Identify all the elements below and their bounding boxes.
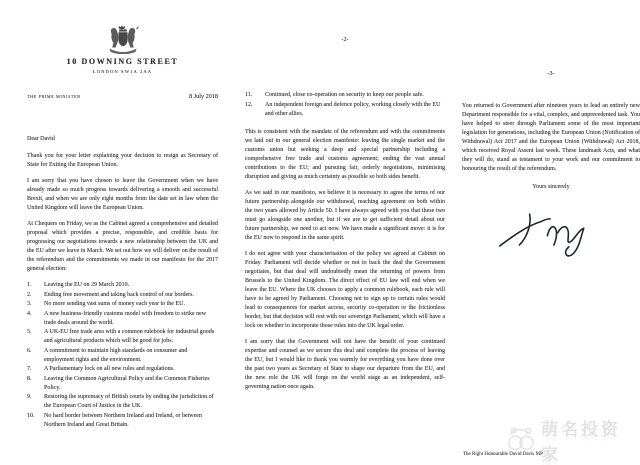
watermark [505,415,640,465]
letter-page-3 [462,70,640,260]
paragraph: You returned to Government after nineteen years to lead an entirely new Department responsible for a vital, complex, and unprecedented task. You have helped to steer through Parliament some of the most important legislation for generations, including the European Union (Notification of Withdrawal) Act 2017 and the European Union (Withdrawal) Act 2018, which received Royal Assent last week. These landmark Acts, and what they will do, stand as testament to your work and our commitment to honouring the result of the referendum. [462,103,640,172]
paragraph: As we said in our manifesto, we believe it is necessary to agree the terms of our future partnership alongside our withdrawal, reaching agreement on both within the two years allowed by Article 50. I have always agreed with you that these two must go alongside one another, but if we are to get sufficient detail about our future partnership, we need to act now. We have made a significant move: it is for the EU now to respond in the same spirit. [245,189,445,241]
list-item: 10. No hard border between Northern Ireland and Ireland, or between Northern Ireland and Great Britain. [27,412,202,428]
paragraph: I do not agree with your characterisation of the policy we agreed at Cabinet on Friday. Parliament will decide whether or not to back the deal the Government negotiates, but that deal will undoubtedly mean the returning of powers from Brussels to the United Kingdom. The direct effect of EU law will end when we leave the EU. Where the UK chooses to apply a common rulebook, each rule will have to be agreed by Parliament. Choosing not to sign up to certain rules would lead to consequences for market access, security co-operation or the frictionless border, but that decision will rest with our sovereign Parliament, which will have a lock on whether to incorporate those rules into the UK legal order. [245,250,445,329]
page-number: -2- [341,37,349,43]
letter-date: 8 July 2018 [189,93,218,100]
list-item: 5. A UK-EU free trade area with a common rulebook for industrial goods and agricultural products which will be good for jobs. [27,329,215,344]
letterhead-postcode: LONDON SW1A 2AA [92,69,153,74]
paragraph: I am sorry that the Government will not have the benefit of your continued expertise and counsel as we secure this deal and complete the process of leaving the EU, but I would like to thank you warmly for everything you have done over the past two years as Secretary of State to shape our departure from the EU, and the new role the UK will forge on the world stage as an independent, self-governing nation once again. [245,338,445,390]
letter-page-2 [245,36,445,399]
letter-page-1 [27,18,218,430]
watermark-text: 萌名投资家 [541,420,621,464]
list-item: 9. Restoring the supremacy of British courts by ending the jurisdiction of the European Court of Justice in the UK. [27,394,214,409]
letterhead-meta-row [27,92,218,101]
page-number: -3- [547,71,555,77]
list-item: 2. Ending free movement and taking back control of our borders. [27,291,194,298]
salutation: Dear David [27,136,55,142]
paragraph: This is consistent with the mandate of the referendum and with the commitments we laid out in our general election manifesto: leaving the single market and the customs union but seeking a deep and special partnership including a comprehensive free trade and customs agreement; ending the vast annual contributions to the EU; and pursuing fair, orderly negotiations, minimising disruption and giving as much certainty as possible so both sides benefit. [245,128,445,180]
list-item: 12. An independent foreign and defence policy, working closely with the EU and other allies. [245,101,441,117]
paragraph: Thank you for your letter explaining your decision to resign as Secretary of State for Exiting the European Union. [27,153,218,168]
signature-icon [496,202,608,260]
closing-line: Yours sincerely [532,184,570,190]
letterhead-address: 10 DOWNING STREET [66,57,179,66]
list-item: 11. Continued, close co-operation on security to keep our people safe. [245,92,424,98]
list-item: 7. A Parliamentary lock on all new rules and regulations. [27,366,175,372]
recipient-footer: The Right Honourable David Davis MP [463,452,543,457]
sender-title: THE PRIME MINISTER [27,94,81,99]
paragraph: At Chequers on Friday, we as the Cabinet agreed a comprehensive and detailed proposal which provides a precise, responsible, and credible basis for progressing our negotiations towards a new relationship between the UK and the EU after we leave in March. We set out how we will deliver on the result of the referendum and the commitments we made in our manifesto for the 2017 general election: [27,221,218,272]
watermark-logo-icon [505,425,537,455]
manifesto-list-continued [245,91,445,119]
list-item: 3. No more sending vast sums of money each year to the EU. [27,301,185,307]
manifesto-list [27,281,218,430]
list-item: 1. Leaving the EU on 29 March 2019. [27,282,130,288]
list-item: 6. A commitment to maintain high standards on consumer and employment rights and the environment. [27,347,188,363]
list-item: 8. Leaving the Common Agricultural Policy and the Common Fisheries Policy. [27,375,210,391]
royal-crest-icon [106,24,140,54]
paragraph: I am sorry that you have chosen to leave the Government when we have already made so much progress towards delivering a smooth and successful Brexit, and when we are only eight months from the date set in law when the United Kingdom will leave the European Union. [27,178,218,211]
list-item: 4. A new business-friendly customs model with freedom to strike new trade deals around the world. [27,310,207,326]
